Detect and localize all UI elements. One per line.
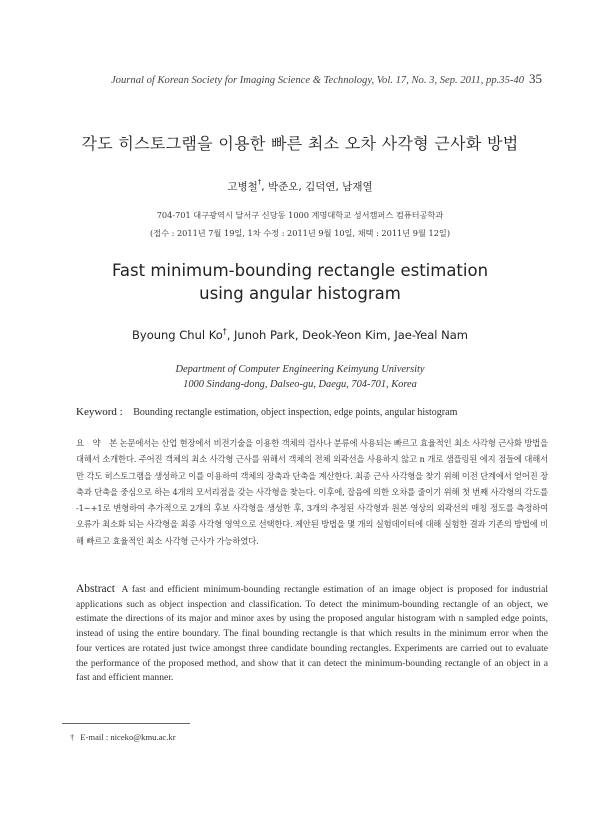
page-number: 35 bbox=[529, 71, 542, 86]
journal-citation: Journal of Korean Society for Imaging Science & Technology, Vol. 17, No. 3, Sep. 2011, pp.35-40 bbox=[110, 75, 524, 86]
korean-authors bbox=[0, 179, 600, 194]
english-affiliation-line-2: 1000 Sindang-dong, Dalseo-gu, Daegu, 704-701, Korea bbox=[183, 379, 417, 390]
english-affiliation-line-1: Department of Computer Engineering Keimyung University bbox=[175, 364, 425, 375]
english-abstract-label: Abstract bbox=[76, 583, 115, 595]
footnote-mark: † bbox=[70, 732, 75, 742]
keyword-text: Bounding rectangle estimation, object inspection, edge points, angular histogram bbox=[133, 407, 458, 418]
keyword-label: Keyword : bbox=[76, 406, 123, 418]
english-corresponding-mark: † bbox=[222, 327, 227, 336]
english-title-line-2: using angular histogram bbox=[199, 284, 401, 303]
english-first-author: Byoung Chul Ko bbox=[132, 327, 223, 342]
footnote bbox=[70, 732, 176, 742]
korean-title: 각도 히스토그램을 이용한 빠른 최소 오차 사각형 근사화 방법 bbox=[81, 134, 519, 153]
english-other-authors: , Junoh Park, Deok-Yeon Kim, Jae-Yeal Nam bbox=[226, 327, 468, 342]
english-authors bbox=[0, 327, 600, 342]
english-title-line-1: Fast minimum-bounding rectangle estimation bbox=[111, 261, 489, 280]
korean-other-authors: , 박준오, 김덕연, 남재열 bbox=[261, 181, 373, 193]
running-header bbox=[60, 71, 542, 87]
korean-abstract-text: 본 논문에서는 산업 현장에서 비전기술을 이용한 객체의 검사나 분류에 사용되는 빠르고 효율적인 최소 사각형 근사화 방법을 대해서 소개한다. 주어진 객체의 최소 사각형 근사를 위해서 객체의 전체 외곽선을 사용하지 않고 n 개로 샘플링된 에지 점들에 대해서만 각도 히스토그램을 생성하고 이를 이용하여 객체의 장축과 단축을 계산한다. 최종 근사 사각형을 찾기 위해 이전 단계에서 얻어진 장축과 단축을 중심으로 하는 4개의 모서리점을 갖는 사각형을 찾는다. 이후에, 잡음에 의한 오차를 줄이기 위해 첫 번째 사각형의 각도를 -1∼+1로 변형하여 추가적으로 2개의 후보 사각형을 생성한 후, 3개의 추정된 사각형과 원본 영상의 외곽선의 매칭 정도를 측정하여 오류가 최소화 되는 사각형을 최종 사각형 영역으로 선택한다. 제안된 방법을 몇 개의 실험데이터에 대해 실험한 결과 기존의 방법에 비해 빠르고 효율적인 최소 사각형 근사가 가능하였다. bbox=[76, 438, 548, 546]
korean-affiliation: 704-701 대구광역시 달서구 신당동 1000 계명대학교 성서캠퍼스 컴퓨터공학과 bbox=[156, 210, 444, 220]
keyword-row bbox=[76, 406, 550, 418]
korean-abstract-label: 요 약 bbox=[76, 438, 104, 448]
submission-dates: (접수 : 2011년 7월 19일, 1차 수정 : 2011년 9월 10일, 채택 : 2011년 9월 12일) bbox=[149, 228, 451, 238]
korean-first-author: 고병철 bbox=[227, 181, 258, 193]
english-abstract bbox=[76, 582, 548, 686]
english-affiliation bbox=[0, 362, 600, 392]
korean-abstract bbox=[76, 435, 548, 549]
corresponding-author-mark: † bbox=[257, 178, 262, 186]
english-title bbox=[0, 259, 600, 305]
footnote-email: E-mail : niceko@kmu.ac.kr bbox=[80, 732, 176, 742]
footnote-divider bbox=[62, 723, 190, 724]
english-abstract-text: A fast and efficient minimum-bounding rectangle estimation of an image object is proposed for industrial applications such as object inspection and classification. To detect the minimum-bounding rectangle of an object, we estimate the directions of its major and minor axes by using the proposed angular histogram with n sampled edge points, instead of using the entire boundary. The final bounding rectangle is that which results in the minimum error when the four vertices are rotated just twice amongst three candidate bounding rectangles. Experiments are carried out to evaluate the performance of the proposed method, and show that it can detect the minimum-bounding rectangle of an object in a fast and efficient manner. bbox=[76, 584, 548, 684]
